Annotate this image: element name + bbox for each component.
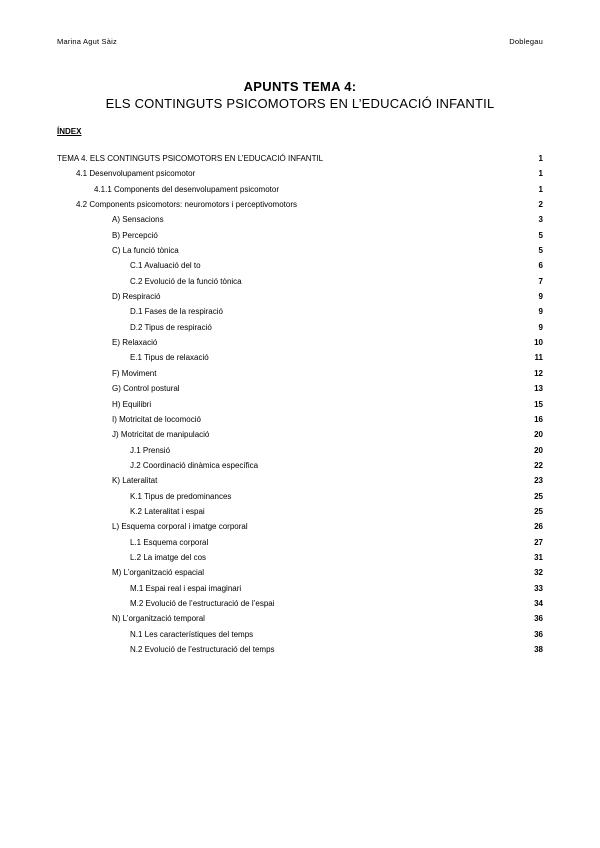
toc-entry[interactable] [57,443,543,458]
toc-entry[interactable] [57,581,543,596]
toc-entry-label[interactable]: N.2 Evolució de l’estructuració del temps [130,645,275,654]
toc-entry-page: 13 [534,384,543,394]
toc-entry-label[interactable]: C) La funció tònica [112,246,179,256]
toc-entry-label[interactable]: D.1 Fases de la respiració [130,307,223,317]
toc-entry-page: 27 [534,537,543,547]
toc-entry-label[interactable]: N.1 Les característiques del temps [130,629,254,639]
toc-entry[interactable] [57,627,543,642]
toc-entry[interactable] [57,519,543,534]
toc-entry-label[interactable]: A) Sensacions [112,215,164,225]
toc-entry-page: 33 [534,583,543,593]
toc-entry-page: 1 [538,184,543,194]
toc-entry[interactable] [57,565,543,580]
toc-entry-page: 16 [534,414,543,424]
toc-entry-label[interactable]: D) Respiració [112,292,161,302]
toc-entry-page: 31 [534,552,543,562]
toc-entry[interactable] [57,197,543,212]
toc-entry-page: 9 [538,307,543,317]
toc-entry-page: 22 [534,460,543,470]
toc-entry-page: 23 [534,476,543,486]
toc-entry-label[interactable]: D.2 Tipus de respiració [130,322,212,332]
toc-entry-label[interactable]: 4.1.1 Components del desenvolupament psicomotor [94,184,279,194]
toc-entry-label[interactable]: J.1 Prensió [130,445,171,455]
toc-entry[interactable] [57,412,543,427]
toc-entry-label[interactable]: K) Lateralitat [112,476,158,486]
document-title: APUNTS TEMA 4: [243,79,357,94]
toc-entry-label[interactable]: G) Control postural [112,384,180,394]
toc-entry[interactable] [57,166,543,181]
toc-entry[interactable] [57,182,543,197]
toc-entry-page: 25 [534,491,543,501]
toc-entry-page: 36 [534,629,543,639]
document-subtitle: ELS CONTINGUTS PSICOMOTORS EN L’EDUCACIÓ INFANTIL [105,96,495,111]
toc-entry-label[interactable]: TEMA 4. ELS CONTINGUTS PSICOMOTORS EN L’EDUCACIÓ INFANTIL [57,154,324,163]
toc-entry[interactable] [57,151,543,166]
toc-entry[interactable] [57,304,543,319]
toc-entry-label[interactable]: L.2 La imatge del cos [130,552,207,562]
table-of-contents [57,151,543,657]
toc-entry-label[interactable]: C.1 Avaluació del to [130,261,201,271]
toc-entry-page: 1 [538,169,543,179]
toc-entry-label[interactable]: L) Esquema corporal i imatge corporal [112,522,248,532]
toc-entry-label[interactable]: M.1 Espai real i espai imaginari [130,583,242,593]
toc-entry-page: 25 [534,506,543,516]
toc-entry[interactable] [57,596,543,611]
toc-entry[interactable] [57,535,543,550]
toc-entry-page: 2 [538,200,543,210]
toc-entry[interactable] [57,489,543,504]
toc-entry[interactable] [57,458,543,473]
toc-entry-label[interactable]: M) L’organització espacial [112,568,205,578]
toc-entry-page: 26 [534,522,543,532]
toc-entry-page: 5 [538,246,543,256]
toc-entry[interactable] [57,504,543,519]
toc-entry-page: 7 [538,276,543,286]
toc-entry-label[interactable]: E) Relaxació [112,338,158,348]
toc-entry[interactable] [57,611,543,626]
toc-entry-page: 32 [534,568,543,578]
toc-entry[interactable] [57,427,543,442]
toc-entry-page: 9 [538,322,543,332]
toc-entry-label[interactable]: 4.1 Desenvolupament psicomotor [76,169,196,179]
toc-entry-label[interactable]: K.2 Lateralitat i espai [130,506,205,516]
toc-entry-page: 11 [534,353,543,363]
toc-entry[interactable] [57,550,543,565]
toc-entry-label[interactable]: C.2 Evolució de la funció tònica [130,276,242,286]
toc-entry-page: 1 [538,154,543,163]
toc-entry[interactable] [57,228,543,243]
toc-entry-page: 20 [534,445,543,455]
toc-entry[interactable] [57,366,543,381]
toc-entry-label[interactable]: E.1 Tipus de relaxació [130,353,209,363]
toc-entry-label[interactable]: B) Percepció [112,230,158,240]
toc-entry[interactable] [57,258,543,273]
toc-entry[interactable] [57,243,543,258]
toc-entry-label[interactable]: N) L’organització temporal [112,614,205,624]
toc-entry-label[interactable]: F) Moviment [112,368,157,378]
toc-entry-label[interactable]: H) Equilibri [112,399,152,409]
toc-entry[interactable] [57,212,543,227]
toc-entry-page: 5 [538,230,543,240]
header-author: Marina Agut Sàiz [57,37,117,46]
toc-entry-page: 15 [534,399,543,409]
toc-entry-label[interactable]: J) Motricitat de manipulació [112,430,210,440]
header-site: Doblegau [509,37,543,46]
toc-entry-page: 3 [538,215,543,225]
toc-entry-page: 34 [534,598,543,608]
toc-entry[interactable] [57,274,543,289]
toc-entry-page: 10 [534,338,543,348]
toc-entry-label[interactable]: 4.2 Components psicomotors: neuromotors i perceptivomotors [76,200,297,210]
toc-entry[interactable] [57,642,543,657]
toc-entry[interactable] [57,289,543,304]
toc-entry-page: 36 [534,614,543,624]
toc-entry[interactable] [57,397,543,412]
toc-entry-label[interactable]: L.1 Esquema corporal [130,537,209,547]
toc-entry-page: 6 [538,261,543,271]
toc-entry[interactable] [57,350,543,365]
toc-entry-page: 12 [534,368,543,378]
toc-entry-label[interactable]: K.1 Tipus de predominances [130,491,232,501]
toc-entry-page: 9 [538,292,543,302]
index-heading: ÍNDEX [57,127,82,136]
toc-entry[interactable] [57,473,543,488]
toc-entry-page: 38 [534,645,543,654]
toc-entry[interactable] [57,335,543,350]
toc-entry-label[interactable]: J.2 Coordinació dinàmica específica [130,460,259,470]
toc-entry-label[interactable]: I) Motricitat de locomoció [112,414,201,424]
toc-entry[interactable] [57,381,543,396]
toc-entry-page: 20 [534,430,543,440]
toc-entry[interactable] [57,320,543,335]
toc-entry-label[interactable]: M.2 Evolució de l’estructuració de l’espai [130,598,275,608]
